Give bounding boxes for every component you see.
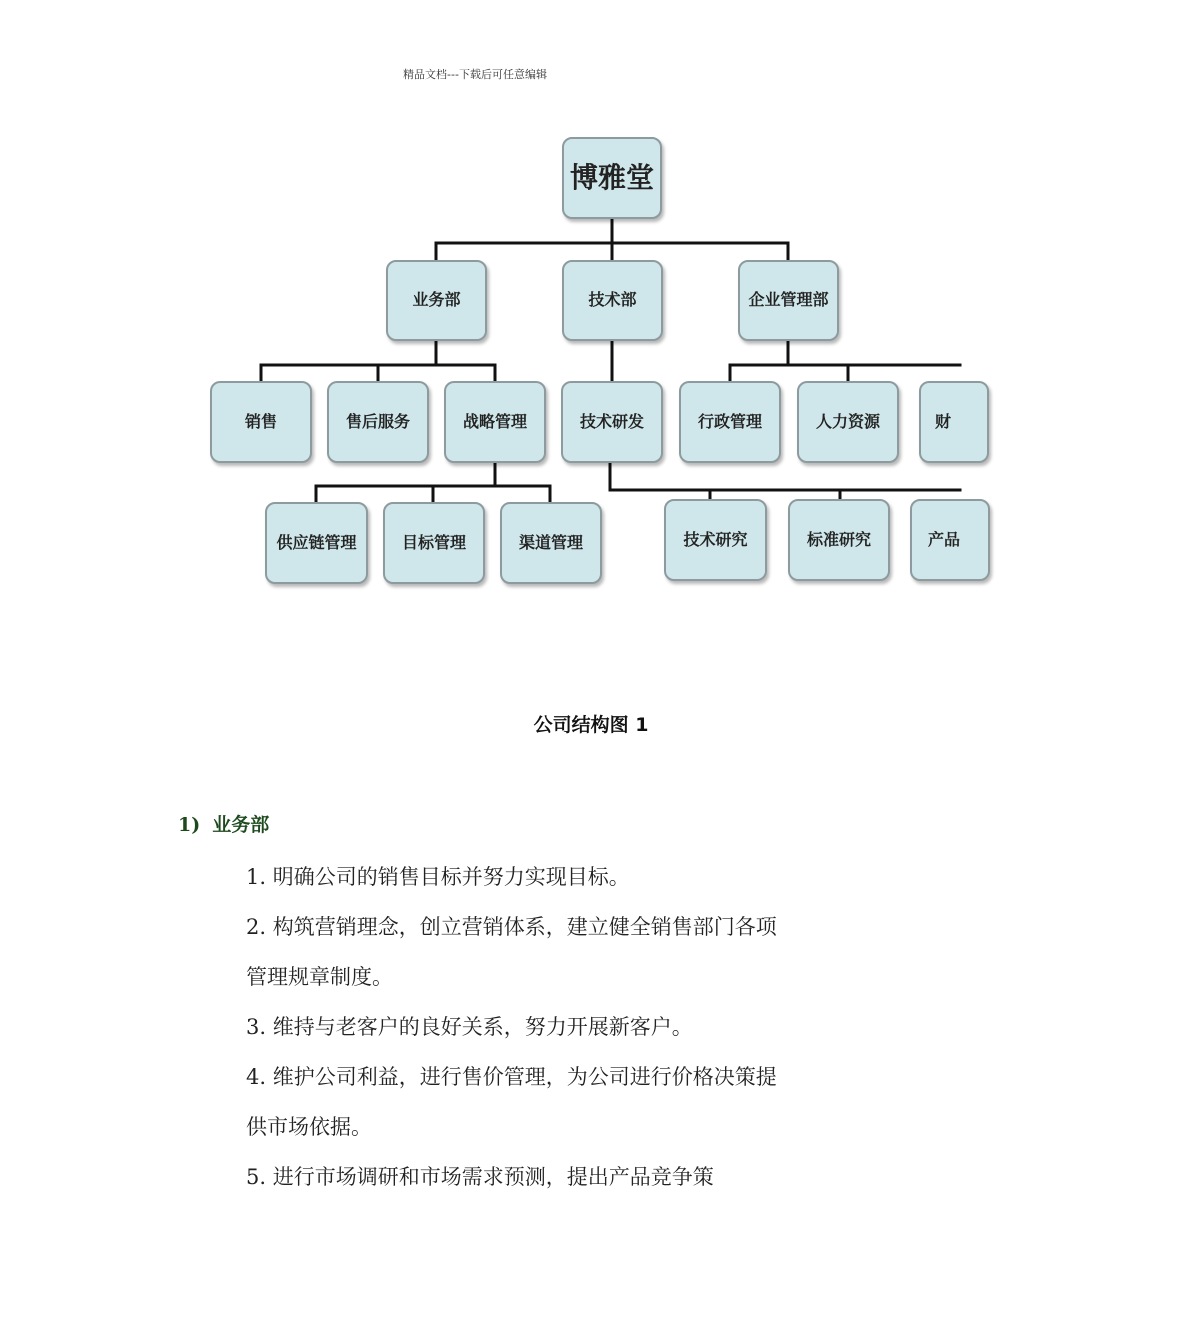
section-body <box>246 852 786 1202</box>
org-node-tech-research: 技术研究 <box>664 499 767 581</box>
org-node-product: 产品 <box>910 499 990 581</box>
paragraph-4: 4. 维护公司利益，进行售价管理，为公司进行价格决策提供市场依据。 <box>246 1065 777 1139</box>
org-node-sales: 销售 <box>210 381 312 463</box>
org-node-hr: 人力资源 <box>797 381 899 463</box>
paragraph-5: 5. 进行市场调研和市场需求预测，提出产品竞争策 <box>246 1165 714 1189</box>
org-node-supply-chain: 供应链管理 <box>265 502 368 584</box>
paragraph-2: 2. 构筑营销理念，创立营销体系，建立健全销售部门各项管理规章制度。 <box>246 915 777 989</box>
org-node-after-sales: 售后服务 <box>327 381 429 463</box>
paragraph-1: 1. 明确公司的销售目标并努力实现目标。 <box>246 865 630 889</box>
paragraph-3: 3. 维持与老客户的良好关系，努力开展新客户。 <box>246 1015 693 1039</box>
org-node-strategy: 战略管理 <box>444 381 546 463</box>
org-node-target-mgmt: 目标管理 <box>383 502 485 584</box>
org-node-management-dept: 企业管理部 <box>738 260 839 341</box>
org-chart <box>0 130 961 600</box>
org-node-tech-rd: 技术研发 <box>561 381 663 463</box>
org-node-tech-dept: 技术部 <box>562 260 663 341</box>
section-number: 1) <box>178 814 201 836</box>
section-heading <box>178 810 269 837</box>
org-node-root: 博雅堂 <box>562 137 662 219</box>
org-node-admin: 行政管理 <box>679 381 781 463</box>
org-node-channel-mgmt: 渠道管理 <box>500 502 602 584</box>
section-title: 业务部 <box>212 814 270 836</box>
page-header-watermark: 精品文档---下载后可任意编辑 <box>403 68 547 81</box>
org-node-business-dept: 业务部 <box>386 260 487 341</box>
org-node-standard-research: 标准研究 <box>788 499 890 581</box>
org-node-finance: 财 <box>919 381 989 463</box>
figure-caption: 公司结构图 1 <box>533 714 649 736</box>
